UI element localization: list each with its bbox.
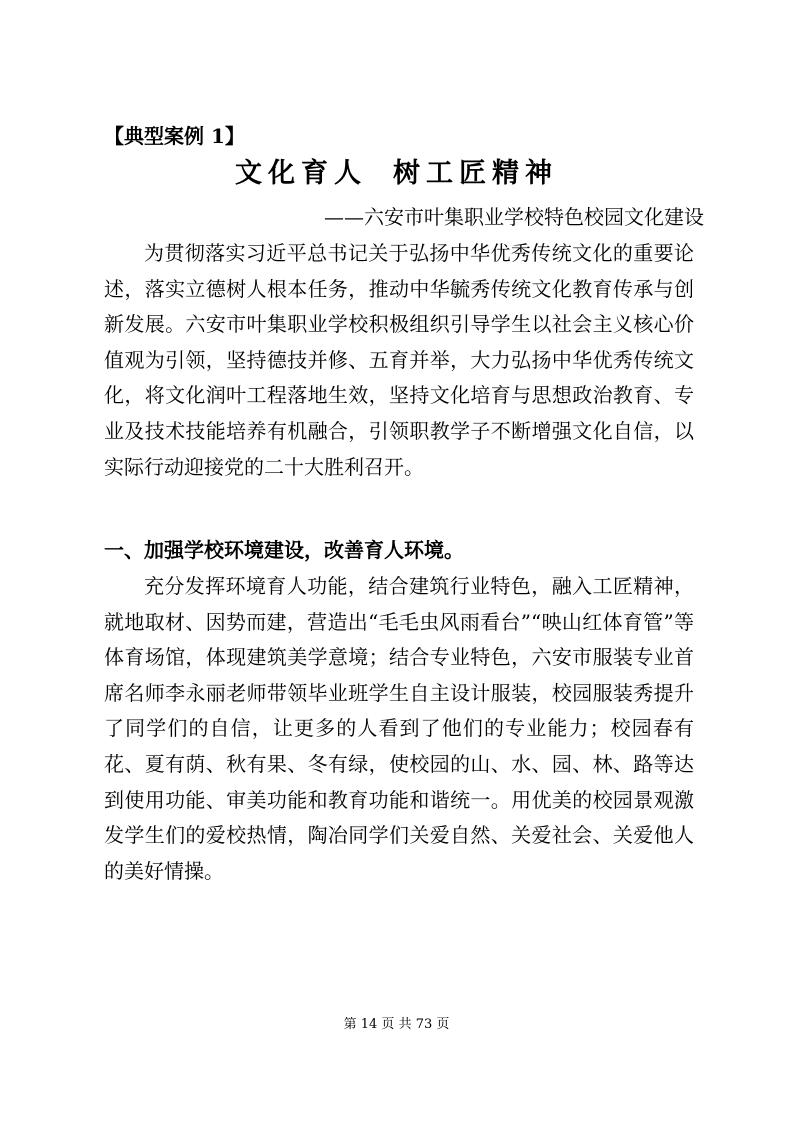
- title-part-2: 树工匠精神: [393, 158, 558, 189]
- subtitle: ——六安市叶集职业学校特色校园文化建设: [324, 205, 704, 229]
- paragraph-intro: 为贯彻落实习近平总书记关于弘扬中华优秀传统文化的重要论述，落实立德树人根本任务，推动中华毓秀传统文化教育传承与创新发展。六安市叶集职业学校积极组织引导学生以社会主义核心价值观为引领，坚持德技并修、五育并举，大力弘扬中华优秀传统文化，将文化润叶工程落地生效，坚持文化培育与思想政治教育、专业及技术技能培养有机融合，引领职教学子不断增强文化自信，以实际行动迎接党的二十大胜利召开。: [104, 241, 694, 479]
- case-label: 【典型案例 1】: [104, 124, 245, 148]
- page-footer: 第 14 页 共 73 页: [343, 1017, 450, 1032]
- title-part-1: 文化育人: [235, 158, 367, 189]
- paragraph-environment: 充分发挥环境育人功能，结合建筑行业特色，融入工匠精神，就地取材、因势而建，营造出“毛毛虫风雨看台”“映山红体育管”等体育场馆，体现建筑美学意境；结合专业特色，六安市服装专业首席名师李永丽老师带领毕业班学生自主设计服装，校园服装秀提升了同学们的自信，让更多的人看到了他们的专业能力；校园春有花、夏有荫、秋有果、冬有绿，使校园的山、水、园、林、路等达到使用功能、审美功能和教育功能和谐统一。用优美的校园景观激发学生们的爱校热情，陶冶同学们关爱自然、关爱社会、关爱他人的美好情操。: [104, 574, 694, 883]
- page-title: [0, 157, 793, 191]
- section-heading-1: 一、加强学校环境建设，改善育人环境。: [104, 538, 464, 562]
